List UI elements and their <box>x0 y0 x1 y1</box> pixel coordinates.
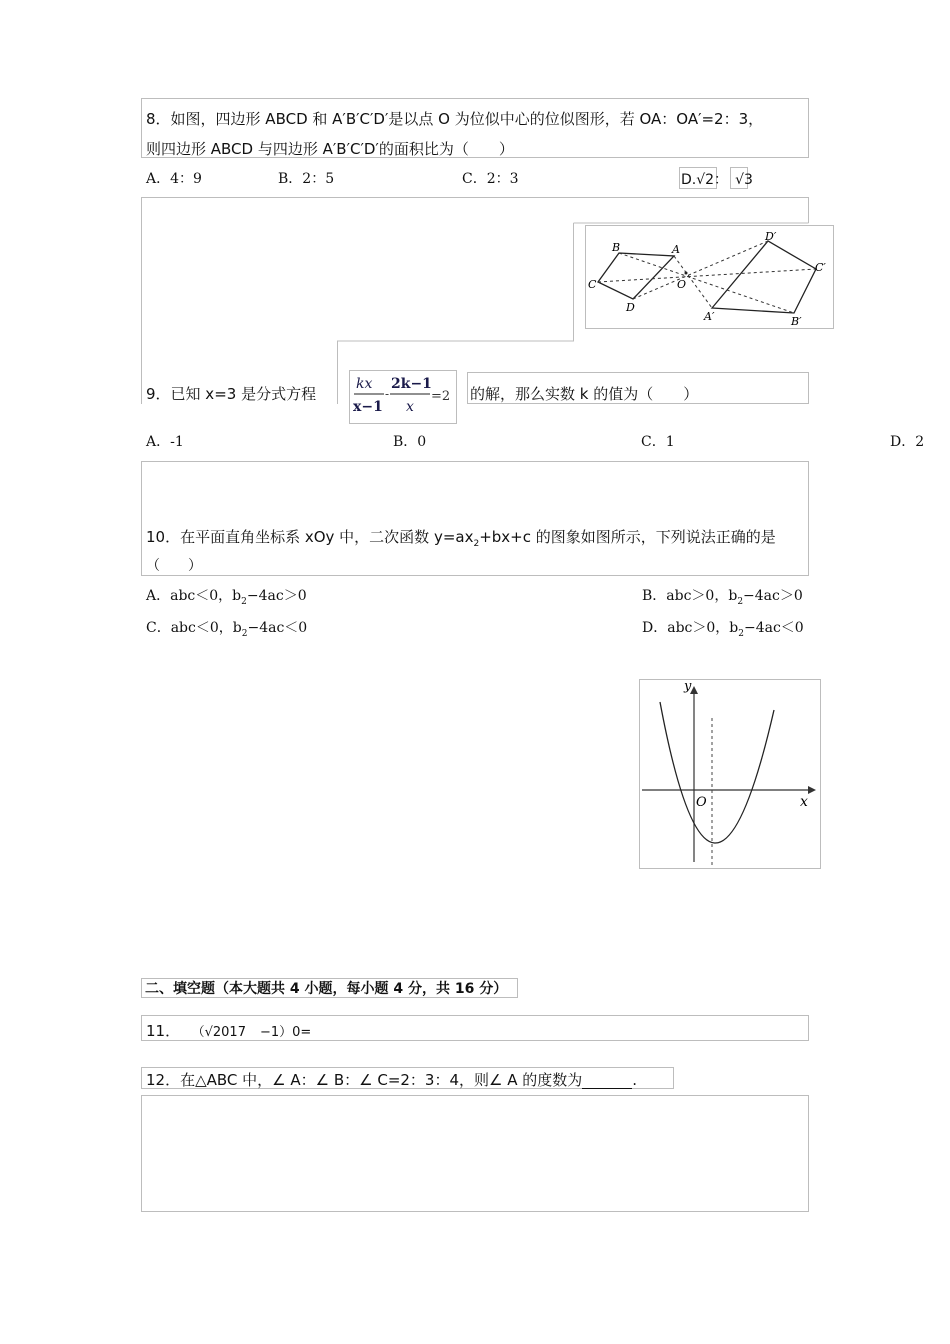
q8-option-c: C．2：3 <box>462 171 519 187</box>
center-o <box>685 272 688 275</box>
q12-end: . <box>632 1071 638 1089</box>
eq-minus: - <box>385 387 390 401</box>
label-c: C <box>588 278 597 291</box>
q10-d-post: −4ac＜0 <box>743 620 804 636</box>
label-d-prime: D′ <box>765 230 777 243</box>
label-o: O <box>677 278 687 291</box>
q10-b-pre: B．abc＞0，b <box>642 588 738 604</box>
q8-option-d-post: √3 <box>735 172 753 188</box>
label-d: D <box>626 301 635 314</box>
q12-line <box>146 1071 637 1089</box>
q10-option-d <box>642 619 804 643</box>
axis-label-y: y <box>684 680 692 694</box>
q10-d-sub: 2 <box>738 628 744 639</box>
q10-d-pre: D．abc＞0，b <box>642 620 739 636</box>
label-b-prime: B′ <box>791 315 802 328</box>
q10-line1-post: +bx+c 的图象如图所示，下列说法正确的是 <box>479 528 776 546</box>
q9-option-c: C．1 <box>641 434 675 450</box>
eq-d2: x <box>406 399 414 415</box>
q10-c-sub: 2 <box>241 628 248 639</box>
homothety-diagram <box>586 226 833 328</box>
eq-rhs: =2 <box>431 389 451 404</box>
q10-graph <box>639 679 821 869</box>
q10-a-post: −4ac＞0 <box>246 588 307 604</box>
eq-n2: 2k−1 <box>391 376 432 392</box>
q9-option-d: D．2 <box>890 434 925 450</box>
section2-title: 二、填空题（本大题共 4 小题，每小题 4 分，共 16 分） <box>145 981 508 997</box>
q11-expr1: （√2017 <box>198 1025 246 1040</box>
q9-option-b: B．0 <box>393 434 427 450</box>
label-c-prime: C′ <box>815 261 826 274</box>
q8-line1: 8．如图，四边形 ABCD 和 A′B′C′D′是以点 O 为位似中心的位似图形，若 OA：OA′=2：3， <box>146 110 764 128</box>
q10-c-pre: C．abc＜0，b <box>146 620 242 636</box>
q12-text: 12．在△ABC 中，∠ A：∠ B：∠ C=2：3：4，则∠ A 的度数为 <box>146 1071 583 1089</box>
eq-d1: x−1 <box>353 399 383 415</box>
label-a-prime: A′ <box>704 310 715 323</box>
q10-b-sub: 2 <box>737 596 744 607</box>
q10-line1 <box>146 528 776 553</box>
label-a: A <box>672 243 680 256</box>
q10-line1-pre: 10．在平面直角坐标系 xOy 中，二次函数 y=ax <box>146 528 474 546</box>
eq-n1: kx <box>356 376 373 392</box>
q9-equation <box>349 370 457 424</box>
q9-equation-svg <box>350 371 454 421</box>
q10-option-b <box>642 587 803 611</box>
q11-line <box>146 1022 311 1042</box>
q8-option-d-pre: D.√2： <box>681 172 729 188</box>
parabola-graph <box>640 680 820 868</box>
q9-option-a: A．-1 <box>146 434 184 450</box>
q8-line2: 则四边形 ABCD 与四边形 A′B′C′D′的面积比为（ ） <box>146 140 514 158</box>
q10-a-sub: 2 <box>241 596 247 607</box>
quad-abcd <box>598 253 674 299</box>
q10-option-a <box>146 587 307 611</box>
q11-expr2: −1）0= <box>259 1025 312 1040</box>
q10-box <box>141 461 809 576</box>
q9-pre: 9．已知 x=3 是分式方程 <box>146 385 317 403</box>
axis-label-x: x <box>800 794 808 810</box>
q10-line2: （ ） <box>146 558 202 574</box>
q8-option-a: A．4：9 <box>146 171 202 187</box>
origin-label: O <box>696 795 707 810</box>
label-b: B <box>612 241 621 254</box>
q9-post: 的解，那么实数 k 的值为（ ） <box>470 385 699 403</box>
q10-line1-sub: 2 <box>473 539 480 549</box>
q12-answer-area <box>141 1095 809 1212</box>
q8-figure <box>585 225 834 329</box>
quad-abcd-prime <box>712 241 816 313</box>
q8-option-b: B．2：5 <box>278 171 335 187</box>
q10-c-post: −4ac＜0 <box>247 620 308 636</box>
q10-a-pre: A．abc＜0，b <box>146 588 242 604</box>
q10-option-c <box>146 619 307 643</box>
q8-option-d <box>681 171 753 189</box>
q12-answer-blank[interactable] <box>582 1074 632 1089</box>
q10-b-post: −4ac＞0 <box>743 588 803 604</box>
q11-num: 11． <box>146 1022 181 1040</box>
